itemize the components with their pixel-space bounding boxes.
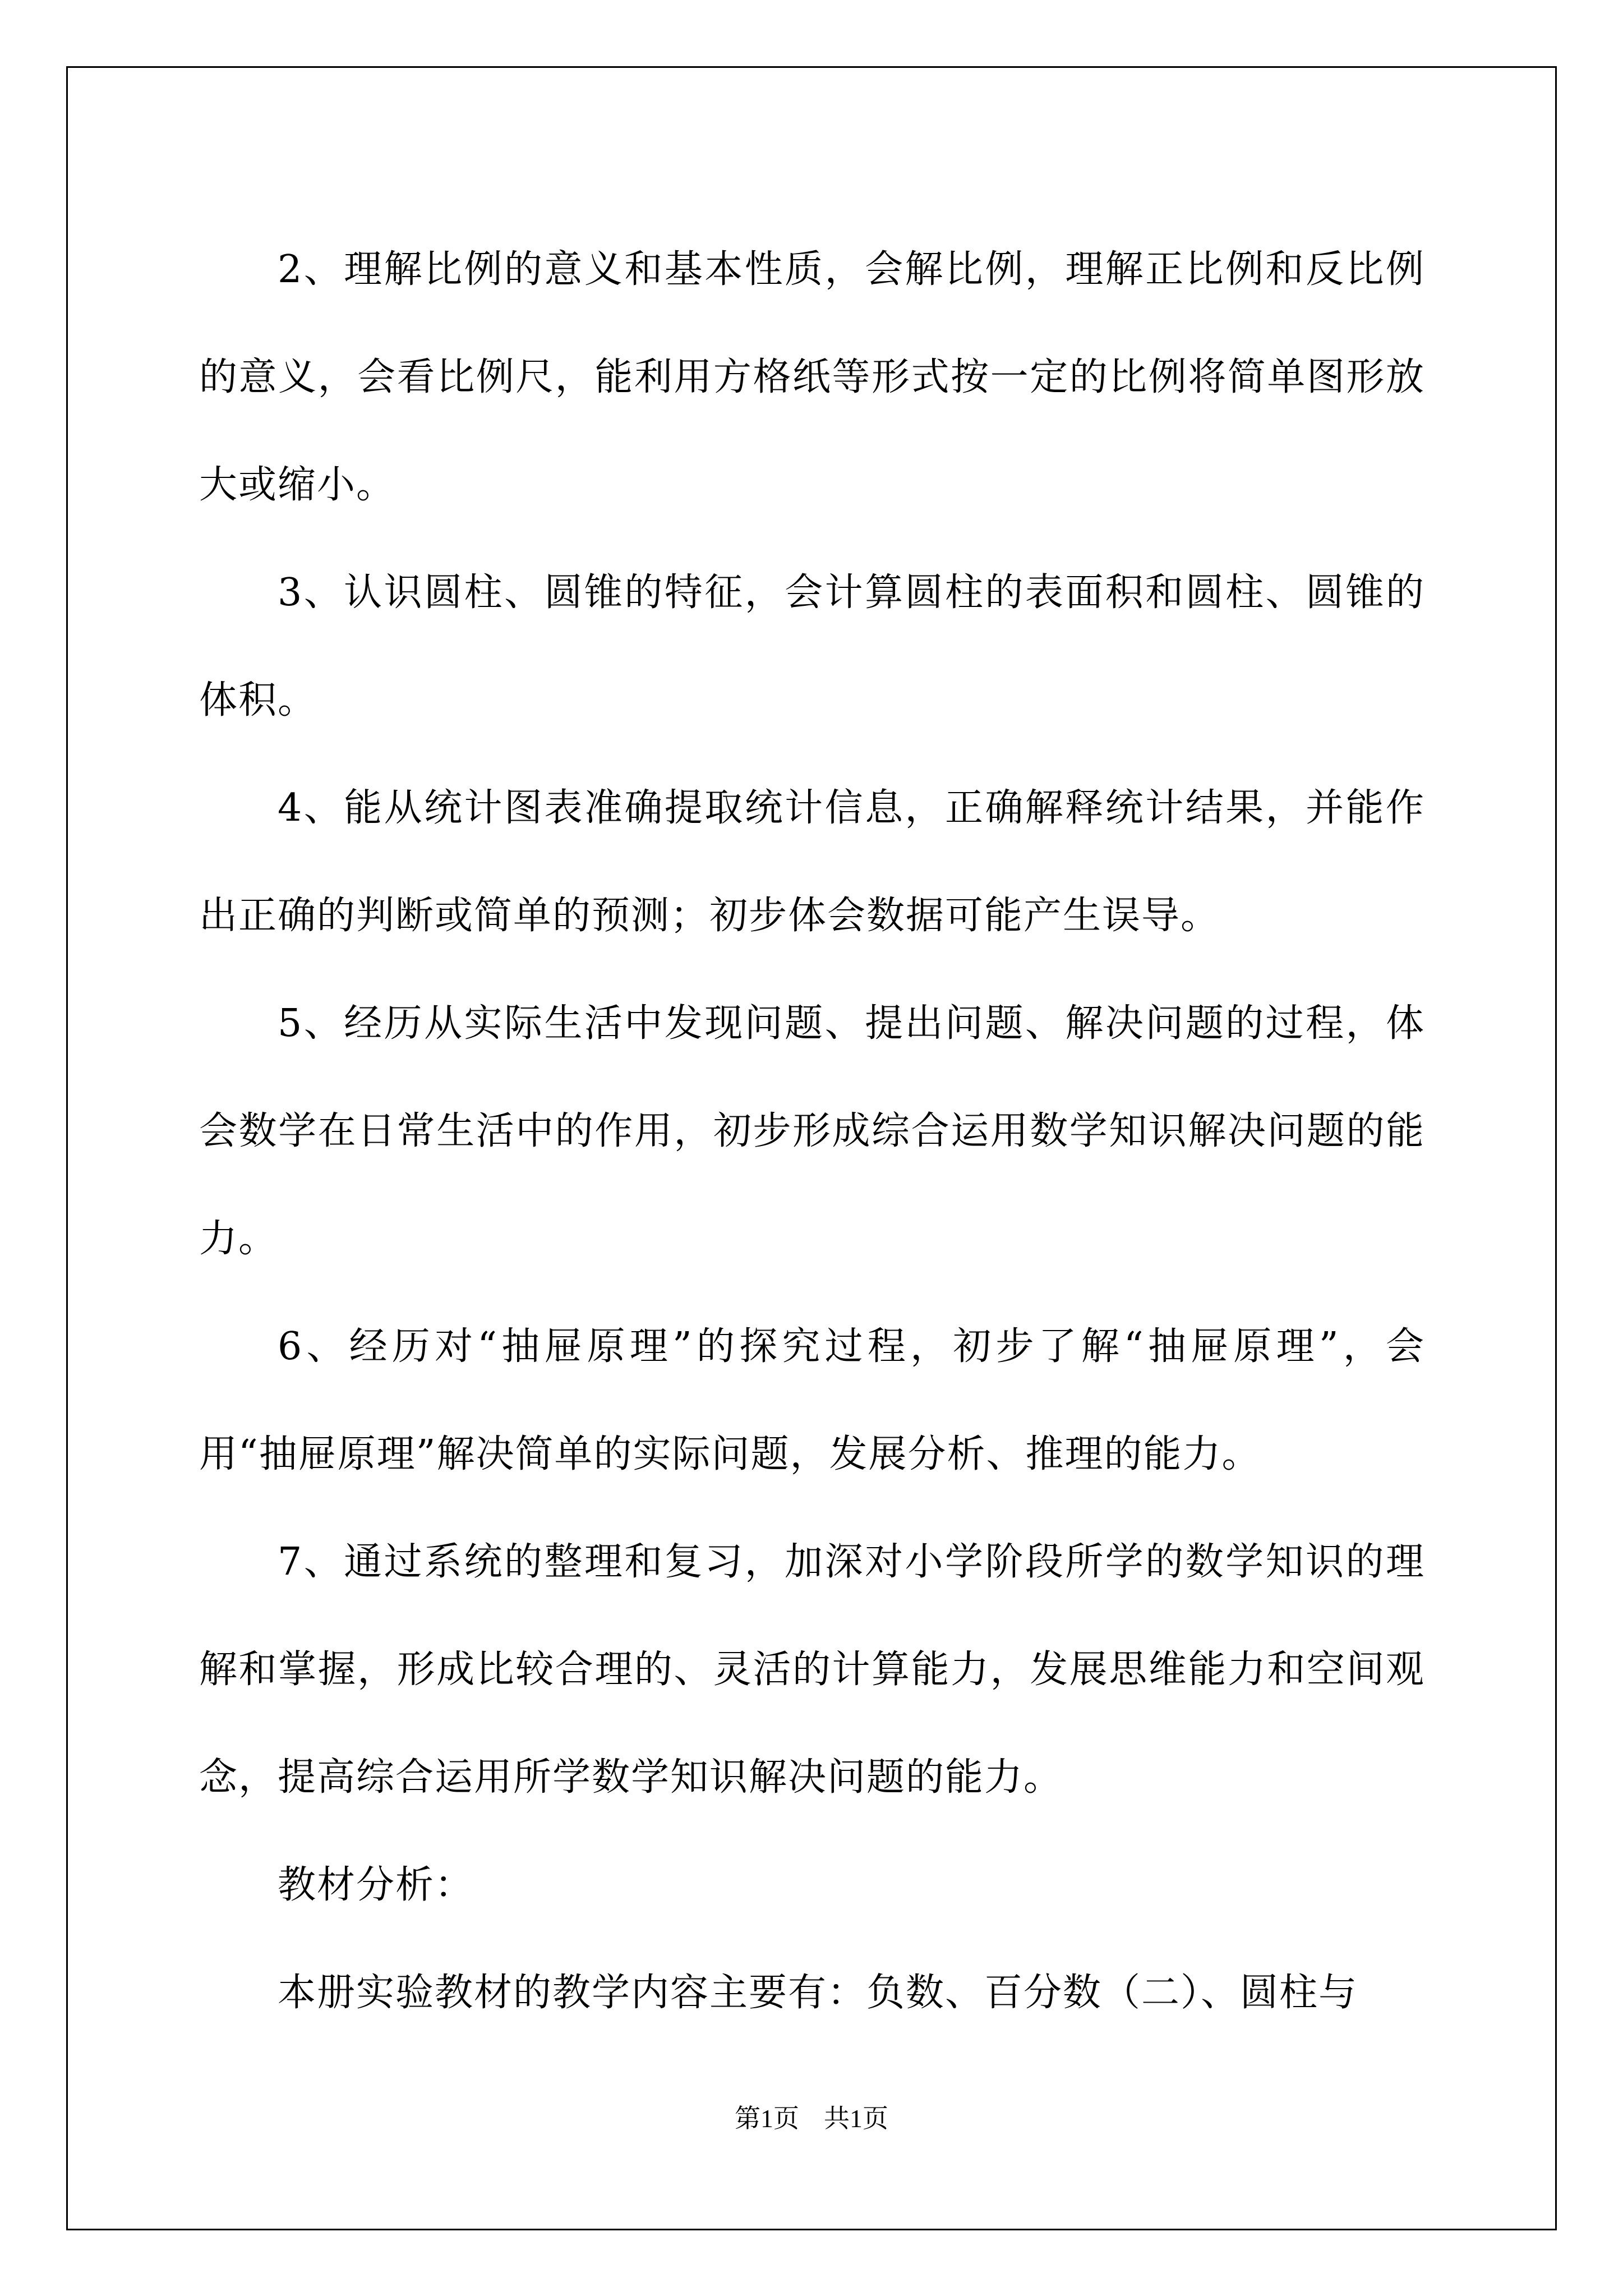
page-number: 第1页 (735, 2104, 799, 2133)
paragraph-objective-3: 3、认识圆柱、圆锥的特征，会计算圆柱的表面积和圆柱、圆锥的体积。 (199, 570, 1425, 723)
document-body (199, 216, 1425, 2047)
paragraph-objective-4: 4、能从统计图表准确提取统计信息，正确解释统计结果，并能作出正确的判断或简单的预测；初步体会数据可能产生误导。 (199, 786, 1425, 938)
paragraph-objective-2: 2、理解比例的意义和基本性质，会解比例，理解正比例和反比例的意义，会看比例尺，能利用方格纸等形式按一定的比例将简单图形放大或缩小。 (199, 247, 1425, 507)
paragraph-objective-6: 6、经历对“抽屉原理”的探究过程，初步了解“抽屉原理”，会用“抽屉原理”解决简单的实际问题，发展分析、推理的能力。 (199, 1324, 1425, 1476)
paragraph-textbook-content: 本册实验教材的教学内容主要有：负数、百分数（二）、圆柱与 (278, 1971, 1358, 2015)
page-footer (0, 2098, 1623, 2135)
paragraph-objective-5: 5、经历从实际生活中发现问题、提出问题、解决问题的过程，体会数学在日常生活中的作用，初步形成综合运用数学知识解决问题的能力。 (199, 1001, 1425, 1261)
section-heading-textbook-analysis: 教材分析： (278, 1863, 474, 1907)
paragraph-objective-7: 7、通过系统的整理和复习，加深对小学阶段所学的数学知识的理解和掌握，形成比较合理的、灵活的计算能力，发展思维能力和空间观念，提高综合运用所学数学知识解决问题的能力。 (199, 1540, 1425, 1800)
page-total: 共1页 (824, 2104, 888, 2133)
